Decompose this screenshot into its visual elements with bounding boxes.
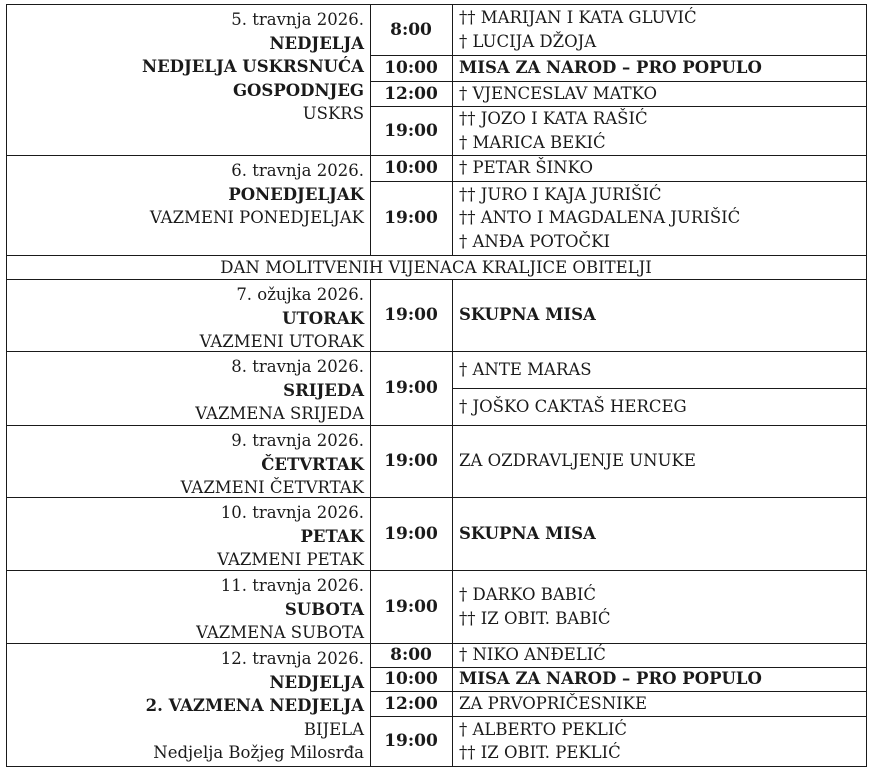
table-rule: [370, 351, 371, 425]
intention-line: † LUCIJA DŽOJA: [459, 31, 597, 51]
day-date: 9. travnja 2026.: [231, 431, 364, 450]
day-info: [6, 497, 370, 570]
day-info: [6, 643, 370, 766]
table-rule: [6, 766, 867, 767]
table-rule: [866, 425, 867, 497]
day-info: [6, 570, 370, 643]
intention-line: †† IZ OBIT. PEKLIĆ: [459, 743, 621, 762]
day-label: SUBOTA: [284, 599, 364, 619]
day-info: [6, 425, 370, 497]
table-rule: [6, 155, 867, 156]
table-rule: [6, 279, 867, 280]
day-label: VAZMENI ČETVRTAK: [180, 478, 364, 497]
mass-intention: [452, 155, 866, 181]
day-label: USKRS: [302, 104, 364, 123]
day-label: UTORAK: [282, 308, 364, 328]
intention-line: †† ANTO I MAGDALENA JURIŠIĆ: [459, 208, 741, 228]
mass-intention: [452, 4, 866, 55]
table-rule: [6, 351, 7, 425]
mass-intention: [452, 716, 866, 766]
intention-line: ZA PRVOPRIČESNIKE: [459, 693, 648, 713]
day-label: VAZMENA SUBOTA: [196, 623, 364, 642]
day-info: [6, 155, 370, 255]
mass-time: 19:00: [384, 731, 438, 751]
table-rule: [6, 279, 7, 351]
mass-intention: [452, 388, 866, 425]
day-date: 7. ožujka 2026.: [236, 285, 364, 304]
table-rule: [452, 497, 453, 570]
intention-line: †† MARIJAN I KATA GLUVIĆ: [459, 8, 697, 27]
mass-time: 8:00: [390, 645, 432, 665]
mass-intention: [452, 667, 866, 691]
table-rule: [6, 425, 867, 426]
table-rule: [452, 155, 453, 255]
day-date: 8. travnja 2026.: [231, 357, 364, 376]
mass-time: 10:00: [384, 58, 438, 78]
day-label: PONEDJELJAK: [228, 184, 364, 204]
mass-intention: [452, 570, 866, 643]
day-info: [6, 4, 370, 155]
day-label: NEDJELJA USKRSNUĆA: [142, 57, 364, 76]
intention-line: † MARICA BEKIĆ: [459, 132, 606, 152]
day-label: ČETVRTAK: [261, 454, 364, 474]
table-rule: [6, 255, 7, 279]
table-rule: [452, 570, 453, 643]
intention-line: † VJENCESLAV MATKO: [459, 83, 658, 103]
table-rule: [452, 279, 453, 351]
mass-time: 19:00: [384, 523, 438, 544]
table-rule: [6, 570, 867, 571]
mass-intention: [452, 106, 866, 155]
day-label: VAZMENI PETAK: [217, 550, 364, 569]
intention-line: † ANĐA POTOČKI: [459, 231, 610, 251]
mass-intention: [452, 643, 866, 667]
day-label: PETAK: [300, 526, 364, 546]
day-label: VAZMENI UTORAK: [199, 332, 364, 351]
table-rule: [370, 497, 371, 570]
mass-time: 19:00: [384, 305, 438, 325]
day-label: Nedjelja Božjeg Milosrđa: [153, 743, 364, 762]
table-rule: [6, 497, 867, 498]
mass-intention: [452, 181, 866, 255]
table-rule: [866, 4, 867, 155]
intention-line: † ANTE MARAS: [459, 359, 592, 379]
intention-line: † NIKO ANĐELIĆ: [459, 645, 606, 665]
table-rule: [866, 570, 867, 643]
table-rule: [452, 388, 867, 389]
day-date: 11. travnja 2026.: [220, 576, 364, 595]
day-label: 2. VAZMENA NEDJELJA: [145, 696, 364, 715]
table-rule: [452, 643, 453, 766]
mass-intention: [452, 425, 866, 497]
intention-line: † JOŠKO CAKTAŠ HERCEG: [459, 396, 687, 416]
mass-time: 10:00: [384, 669, 438, 689]
mass-schedule-table: [6, 0, 866, 774]
mass-time: 8:00: [390, 19, 432, 40]
day-info: [6, 279, 370, 351]
intention-line: † ALBERTO PEKLIĆ: [459, 719, 628, 739]
day-date: 12. travnja 2026.: [220, 649, 364, 668]
intention-line: SKUPNA MISA: [459, 523, 596, 543]
day-label: BIJELA: [303, 719, 364, 739]
table-rule: [866, 155, 867, 255]
day-date: 10. travnja 2026.: [220, 503, 364, 522]
mass-time: 12:00: [384, 693, 438, 714]
table-rule: [6, 425, 7, 497]
mass-time: 19:00: [384, 451, 438, 471]
table-rule: [452, 425, 453, 497]
mass-time: 12:00: [384, 83, 438, 104]
table-rule: [866, 351, 867, 425]
table-rule: [370, 106, 867, 107]
day-label: VAZMENI PONEDJELJAK: [149, 208, 364, 227]
mass-time: 10:00: [384, 158, 438, 178]
table-rule: [6, 4, 7, 155]
table-rule: [370, 279, 371, 351]
day-label: VAZMENA SRIJEDA: [195, 404, 364, 423]
table-rule: [370, 570, 371, 643]
table-rule: [370, 55, 867, 56]
table-rule: [370, 643, 371, 766]
mass-time: 19:00: [384, 378, 438, 398]
table-rule: [866, 255, 867, 279]
table-rule: [370, 181, 867, 182]
table-rule: [866, 643, 867, 766]
mass-time: 19:00: [384, 596, 438, 617]
table-rule: [6, 497, 7, 570]
table-rule: [6, 570, 7, 643]
intention-line: †† IZ OBIT. BABIĆ: [459, 608, 611, 628]
table-rule: [866, 279, 867, 351]
intention-line: † DARKO BABIĆ: [459, 585, 597, 604]
table-rule: [452, 4, 453, 155]
table-rule: [370, 155, 371, 255]
mass-intention: [452, 279, 866, 351]
table-rule: [370, 4, 371, 155]
day-banner: DAN MOLITVENIH VIJENACA KRALJICE OBITELJI: [220, 257, 652, 277]
intention-line: † PETAR ŠINKO: [459, 158, 593, 178]
table-rule: [370, 691, 867, 692]
table-rule: [6, 351, 867, 352]
table-rule: [370, 667, 867, 668]
table-rule: [6, 155, 7, 255]
intention-line: MISA ZA NAROD – PRO POPULO: [459, 669, 762, 689]
mass-intention: [452, 497, 866, 570]
intention-line: †† JOZO I KATA RAŠIĆ: [459, 109, 648, 128]
intention-line: †† JURO I KAJA JURIŠIĆ: [459, 184, 662, 204]
mass-intention: [452, 81, 866, 106]
day-label: SRIJEDA: [283, 380, 364, 400]
table-rule: [866, 497, 867, 570]
table-rule: [370, 425, 371, 497]
table-rule: [6, 4, 867, 5]
mass-time: 19:00: [384, 120, 438, 141]
table-rule: [452, 351, 453, 425]
table-rule: [6, 643, 867, 644]
mass-intention: [452, 351, 866, 388]
day-label: GOSPODNJEG: [232, 80, 364, 100]
intention-line: MISA ZA NAROD – PRO POPULO: [459, 58, 762, 78]
table-rule: [6, 255, 867, 256]
mass-intention: [452, 691, 866, 716]
day-date: 5. travnja 2026.: [231, 10, 364, 29]
mass-intention: [452, 55, 866, 81]
table-rule: [6, 643, 7, 766]
day-label: NEDJELJA: [269, 33, 364, 53]
intention-line: SKUPNA MISA: [459, 305, 596, 325]
day-info: [6, 351, 370, 425]
mass-time: 19:00: [384, 208, 438, 228]
table-rule: [370, 81, 867, 82]
day-label: NEDJELJA: [269, 672, 364, 692]
day-date: 6. travnja 2026.: [231, 161, 364, 180]
intention-line: ZA OZDRAVLJENJE UNUKE: [459, 451, 696, 471]
table-rule: [370, 716, 867, 717]
